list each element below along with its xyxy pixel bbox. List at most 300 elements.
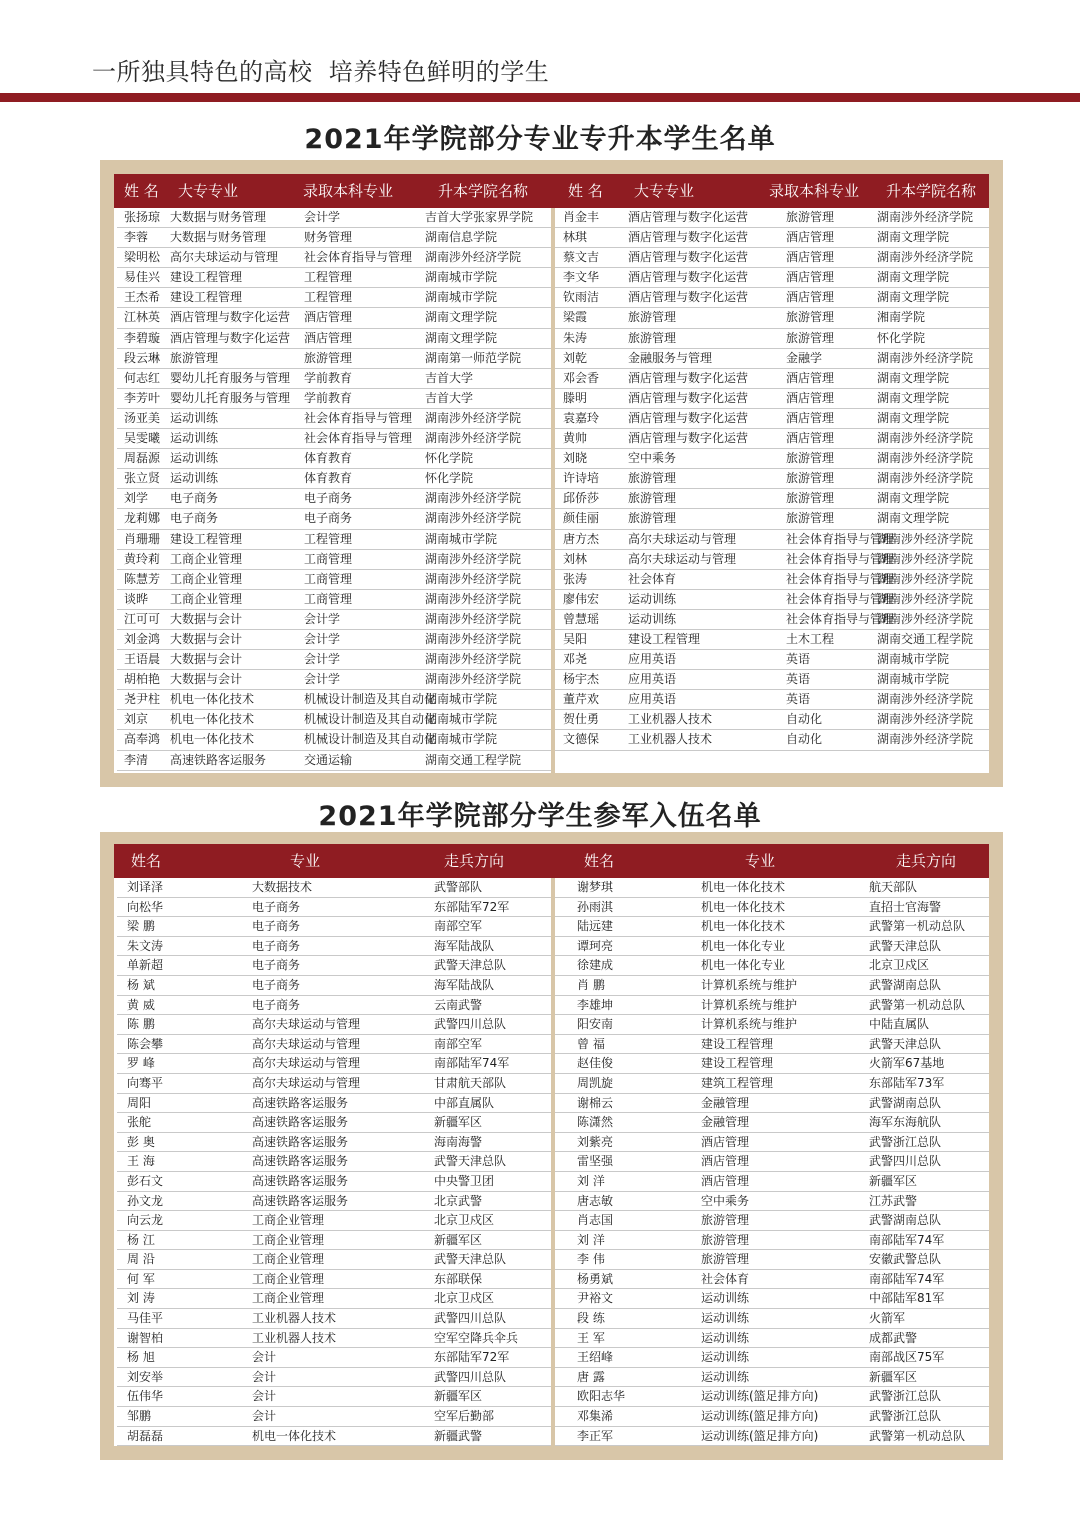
table-row bbox=[117, 489, 551, 509]
table-row bbox=[117, 530, 551, 550]
student-name: 刘金鸿 bbox=[124, 631, 161, 646]
university: 湖南文理学院 bbox=[877, 491, 950, 506]
major: 机电一体化技术 bbox=[701, 919, 786, 934]
table-row bbox=[555, 690, 989, 710]
student-name: 林琪 bbox=[563, 230, 588, 245]
table-row bbox=[555, 1211, 989, 1231]
university: 湖南涉外经济学院 bbox=[425, 611, 522, 626]
university: 吉首大学张家界学院 bbox=[425, 210, 534, 224]
university: 湖南涉外经济学院 bbox=[877, 732, 974, 747]
college-major: 旅游管理 bbox=[628, 330, 677, 345]
university: 湖南信息学院 bbox=[425, 230, 498, 245]
table-row bbox=[117, 409, 551, 429]
college-major: 酒店管理与数字化运营 bbox=[628, 210, 749, 224]
table-row bbox=[555, 550, 989, 570]
student-name: 邹鹏 bbox=[127, 1409, 152, 1424]
student-name: 李清 bbox=[124, 752, 149, 767]
major: 会计 bbox=[252, 1389, 277, 1404]
header-university: 升本学院名称 bbox=[438, 182, 529, 200]
admitted-major: 金融学 bbox=[786, 350, 823, 365]
destination: 海军陆战队 bbox=[434, 938, 495, 953]
major: 工商企业管理 bbox=[252, 1271, 325, 1286]
university: 怀化学院 bbox=[877, 330, 926, 345]
college-major: 运动训练 bbox=[170, 451, 219, 466]
college-major: 旅游管理 bbox=[628, 491, 677, 506]
major: 高尔夫球运动与管理 bbox=[252, 1036, 361, 1051]
university: 湖南第一师范学院 bbox=[425, 350, 522, 365]
table-row bbox=[555, 898, 989, 918]
university: 湖南城市学院 bbox=[425, 290, 498, 305]
college-major: 酒店管理与数字化运营 bbox=[628, 230, 749, 245]
university: 湖南涉外经济学院 bbox=[425, 250, 522, 265]
admitted-major: 交通运输 bbox=[304, 752, 353, 767]
table-row bbox=[117, 1054, 551, 1074]
college-major: 高尔夫球运动与管理 bbox=[170, 250, 279, 265]
upgrade-table-header bbox=[114, 174, 989, 208]
header-major: 专业 bbox=[290, 852, 321, 870]
university: 湖南涉外经济学院 bbox=[425, 591, 522, 606]
destination: 武警第一机动总队 bbox=[869, 1428, 966, 1443]
college-major: 大数据与会计 bbox=[170, 631, 243, 646]
college-major: 旅游管理 bbox=[170, 350, 219, 365]
university: 湖南文理学院 bbox=[425, 310, 498, 325]
college-major: 酒店管理与数字化运营 bbox=[628, 250, 749, 265]
destination: 北京武警 bbox=[434, 1193, 483, 1208]
table-row bbox=[555, 1348, 989, 1368]
university: 湖南城市学院 bbox=[877, 672, 950, 687]
university: 湖南涉外经济学院 bbox=[877, 451, 974, 466]
student-name: 彭石文 bbox=[127, 1173, 164, 1188]
table-row bbox=[117, 268, 551, 288]
major: 电子商务 bbox=[252, 938, 301, 953]
admitted-major: 会计学 bbox=[304, 672, 341, 687]
destination: 东部联保 bbox=[434, 1271, 483, 1286]
student-name: 伍伟华 bbox=[127, 1389, 164, 1404]
student-name: 罗 峰 bbox=[127, 1056, 155, 1071]
major: 运动训练(篮足排方向) bbox=[701, 1409, 819, 1424]
page-slogan: 一所独具特色的高校 培养特色鲜明的学生 bbox=[92, 58, 550, 86]
student-name: 王语晨 bbox=[124, 652, 161, 667]
university: 湖南涉外经济学院 bbox=[877, 551, 974, 566]
admitted-major: 酒店管理 bbox=[786, 390, 835, 405]
major: 运动训练 bbox=[701, 1311, 750, 1326]
header-destination: 走兵方向 bbox=[896, 852, 957, 870]
college-major: 大数据与会计 bbox=[170, 611, 243, 626]
upgrade-table bbox=[114, 174, 989, 773]
college-major: 电子商务 bbox=[170, 511, 219, 526]
table-row bbox=[555, 449, 989, 469]
admitted-major: 体育教育 bbox=[304, 471, 353, 486]
destination: 新疆军区 bbox=[869, 1369, 918, 1384]
table-row bbox=[555, 710, 989, 730]
college-major: 工商企业管理 bbox=[170, 591, 243, 606]
major: 旅游管理 bbox=[701, 1213, 750, 1228]
table-row bbox=[555, 917, 989, 937]
destination: 新疆军区 bbox=[434, 1232, 483, 1247]
university: 湖南涉外经济学院 bbox=[877, 250, 974, 265]
major: 工商企业管理 bbox=[252, 1252, 325, 1267]
college-major: 大数据与会计 bbox=[170, 672, 243, 687]
table-row bbox=[117, 1407, 551, 1427]
student-name: 王绍峰 bbox=[577, 1350, 614, 1365]
major: 机电一体化专业 bbox=[701, 958, 786, 973]
header-bar bbox=[0, 93, 1080, 102]
destination: 空军空降兵伞兵 bbox=[434, 1330, 519, 1345]
table-row bbox=[117, 710, 551, 730]
college-major: 旅游管理 bbox=[628, 511, 677, 526]
header-major: 专业 bbox=[745, 852, 776, 870]
table-row bbox=[117, 751, 551, 771]
student-name: 易佳兴 bbox=[124, 270, 161, 285]
major: 会计 bbox=[252, 1409, 277, 1424]
army-title: 2021年学院部分学生参军入伍名单 bbox=[318, 801, 762, 832]
university: 湖南涉外经济学院 bbox=[425, 431, 522, 446]
table-row bbox=[555, 630, 989, 650]
student-name: 刘 洋 bbox=[577, 1173, 605, 1188]
major: 机电一体化技术 bbox=[701, 899, 786, 914]
header-college-major: 大专专业 bbox=[178, 182, 239, 200]
admitted-major: 机械设计制造及其自动化 bbox=[304, 732, 437, 747]
major: 高尔夫球运动与管理 bbox=[252, 1075, 361, 1090]
admitted-major: 旅游管理 bbox=[786, 491, 835, 506]
college-major: 大数据与财务管理 bbox=[170, 230, 267, 245]
admitted-major: 酒店管理 bbox=[786, 230, 835, 245]
destination: 武警四川总队 bbox=[434, 1311, 507, 1326]
major: 工业机器人技术 bbox=[252, 1330, 337, 1345]
major: 机电一体化技术 bbox=[701, 880, 786, 894]
table-row bbox=[117, 630, 551, 650]
major: 工商企业管理 bbox=[252, 1291, 325, 1306]
college-major: 酒店管理与数字化运营 bbox=[628, 370, 749, 385]
student-name: 刘乾 bbox=[563, 350, 588, 365]
university: 湖南涉外经济学院 bbox=[877, 692, 974, 707]
college-major: 高速铁路客运服务 bbox=[170, 752, 267, 767]
student-name: 孙文龙 bbox=[127, 1193, 164, 1208]
table-row bbox=[555, 610, 989, 630]
table-row bbox=[117, 449, 551, 469]
major: 会计 bbox=[252, 1369, 277, 1384]
student-name: 杨 斌 bbox=[127, 977, 155, 992]
student-name: 谢梦琪 bbox=[577, 880, 614, 894]
student-name: 周磊源 bbox=[124, 451, 161, 466]
student-name: 何志红 bbox=[124, 370, 161, 385]
admitted-major: 工程管理 bbox=[304, 270, 353, 285]
destination: 武警湖南总队 bbox=[869, 1213, 942, 1228]
destination: 南部陆军74军 bbox=[869, 1271, 945, 1286]
table-row bbox=[117, 976, 551, 996]
table-row bbox=[117, 1074, 551, 1094]
upgrade-title: 2021年学院部分专业专升本学生名单 bbox=[304, 124, 776, 155]
university: 吉首大学 bbox=[425, 370, 474, 385]
admitted-major: 英语 bbox=[786, 652, 811, 667]
student-name: 汤亚美 bbox=[124, 410, 161, 425]
major: 运动训练(篮足排方向) bbox=[701, 1428, 819, 1443]
table-row bbox=[555, 1231, 989, 1251]
student-name: 唐志敏 bbox=[577, 1193, 614, 1208]
college-major: 应用英语 bbox=[628, 692, 677, 707]
student-name: 陆远建 bbox=[577, 919, 614, 934]
admitted-major: 酒店管理 bbox=[304, 330, 353, 345]
admitted-major: 社会体育指导与管理 bbox=[786, 591, 895, 606]
student-name: 邓尧 bbox=[563, 652, 588, 667]
student-name: 陈会攀 bbox=[127, 1036, 164, 1051]
destination: 东部陆军72军 bbox=[434, 899, 510, 914]
table-row bbox=[117, 610, 551, 630]
table-row bbox=[117, 1211, 551, 1231]
university: 湖南涉外经济学院 bbox=[425, 511, 522, 526]
college-major: 建设工程管理 bbox=[170, 531, 243, 546]
major: 工业机器人技术 bbox=[252, 1311, 337, 1326]
admitted-major: 酒店管理 bbox=[304, 310, 353, 325]
table-row bbox=[555, 956, 989, 976]
table-row bbox=[555, 429, 989, 449]
major: 计算机系统与维护 bbox=[701, 977, 798, 992]
table-row bbox=[555, 1192, 989, 1212]
table-row bbox=[555, 1368, 989, 1388]
table-row bbox=[117, 1015, 551, 1035]
university: 湖南涉外经济学院 bbox=[425, 491, 522, 506]
student-name: 江可可 bbox=[124, 611, 161, 626]
student-name: 周 沿 bbox=[127, 1252, 155, 1267]
major: 酒店管理 bbox=[701, 1173, 750, 1188]
table-row bbox=[555, 308, 989, 328]
university: 湖南涉外经济学院 bbox=[877, 611, 974, 626]
major: 酒店管理 bbox=[701, 1154, 750, 1169]
table-row bbox=[555, 288, 989, 308]
college-major: 应用英语 bbox=[628, 652, 677, 667]
admitted-major: 酒店管理 bbox=[786, 431, 835, 446]
table-row bbox=[555, 1407, 989, 1427]
student-name: 李正军 bbox=[577, 1428, 614, 1443]
student-name: 王 军 bbox=[577, 1330, 605, 1345]
student-name: 钦雨洁 bbox=[563, 290, 600, 305]
student-name: 张扬琼 bbox=[124, 210, 161, 224]
student-name: 梁 鹏 bbox=[127, 919, 155, 934]
major: 建筑工程管理 bbox=[701, 1075, 774, 1090]
student-name: 高奉鸿 bbox=[124, 732, 161, 747]
destination: 武警浙江总队 bbox=[869, 1409, 942, 1424]
student-name: 梁明松 bbox=[124, 250, 161, 265]
university: 湖南涉外经济学院 bbox=[877, 531, 974, 546]
major: 高尔夫球运动与管理 bbox=[252, 1056, 361, 1071]
destination: 武警浙江总队 bbox=[869, 1389, 942, 1404]
admitted-major: 旅游管理 bbox=[786, 451, 835, 466]
table-row bbox=[555, 268, 989, 288]
header-college-major: 大专专业 bbox=[634, 182, 695, 200]
student-name: 陈潇然 bbox=[577, 1115, 614, 1130]
table-row bbox=[555, 248, 989, 268]
student-name: 黄玲莉 bbox=[124, 551, 161, 566]
university: 湖南城市学院 bbox=[877, 652, 950, 667]
admitted-major: 工商管理 bbox=[304, 551, 353, 566]
university: 怀化学院 bbox=[425, 471, 474, 486]
destination: 云南武警 bbox=[434, 997, 483, 1012]
university: 湖南交通工程学院 bbox=[425, 752, 522, 767]
destination: 新疆军区 bbox=[434, 1389, 483, 1404]
major: 金融管理 bbox=[701, 1095, 750, 1110]
admitted-major: 电子商务 bbox=[304, 511, 353, 526]
table-row bbox=[117, 878, 551, 898]
table-row bbox=[117, 389, 551, 409]
table-row bbox=[117, 369, 551, 389]
student-name: 刘学 bbox=[124, 491, 149, 506]
table-row bbox=[117, 1113, 551, 1133]
major: 建设工程管理 bbox=[701, 1056, 774, 1071]
admitted-major: 社会体育指导与管理 bbox=[304, 250, 413, 265]
college-major: 工商企业管理 bbox=[170, 551, 243, 566]
major: 酒店管理 bbox=[701, 1134, 750, 1149]
student-name: 杨 旭 bbox=[127, 1350, 155, 1365]
college-major: 应用英语 bbox=[628, 672, 677, 687]
admitted-major: 社会体育指导与管理 bbox=[786, 551, 895, 566]
table-row bbox=[555, 509, 989, 529]
table-row bbox=[555, 1289, 989, 1309]
admitted-major: 旅游管理 bbox=[786, 471, 835, 486]
admitted-major: 学前教育 bbox=[304, 370, 353, 385]
table-row bbox=[555, 1250, 989, 1270]
admitted-major: 酒店管理 bbox=[786, 370, 835, 385]
table-row bbox=[117, 228, 551, 248]
table-row bbox=[555, 937, 989, 957]
major: 高尔夫球运动与管理 bbox=[252, 1017, 361, 1032]
university: 湖南涉外经济学院 bbox=[425, 672, 522, 687]
table-row bbox=[555, 329, 989, 349]
college-major: 建设工程管理 bbox=[628, 631, 701, 646]
college-major: 运动训练 bbox=[628, 591, 677, 606]
student-name: 江林英 bbox=[124, 310, 161, 325]
student-name: 李碧璇 bbox=[124, 330, 161, 345]
college-major: 大数据与财务管理 bbox=[170, 210, 267, 224]
admitted-major: 体育教育 bbox=[304, 451, 353, 466]
university: 湖南涉外经济学院 bbox=[877, 350, 974, 365]
student-name: 朱文涛 bbox=[127, 938, 164, 953]
student-name: 尧尹柱 bbox=[124, 692, 161, 707]
major: 运动训练(篮足排方向) bbox=[701, 1389, 819, 1404]
student-name: 唐 露 bbox=[577, 1369, 605, 1384]
destination: 南部空军 bbox=[434, 919, 483, 934]
major: 电子商务 bbox=[252, 997, 301, 1012]
upgrade-list-left bbox=[117, 208, 551, 771]
destination: 海南海警 bbox=[434, 1134, 483, 1149]
table-row bbox=[117, 1348, 551, 1368]
table-row bbox=[117, 956, 551, 976]
destination: 东部陆军72军 bbox=[434, 1350, 510, 1365]
destination: 武警湖南总队 bbox=[869, 1095, 942, 1110]
table-row bbox=[555, 489, 989, 509]
college-major: 酒店管理与数字化运营 bbox=[628, 410, 749, 425]
table-row bbox=[555, 1054, 989, 1074]
destination: 中部直属队 bbox=[434, 1095, 495, 1110]
college-major: 酒店管理与数字化运营 bbox=[170, 330, 291, 345]
table-row bbox=[555, 1172, 989, 1192]
major: 金融管理 bbox=[701, 1115, 750, 1130]
student-name: 蔡文吉 bbox=[563, 250, 600, 265]
destination: 武警第一机动总队 bbox=[869, 997, 966, 1012]
army-panel bbox=[100, 832, 1003, 1460]
major: 旅游管理 bbox=[701, 1252, 750, 1267]
major: 空中乘务 bbox=[701, 1193, 750, 1208]
college-major: 婴幼儿托育服务与管理 bbox=[170, 390, 291, 405]
major: 电子商务 bbox=[252, 977, 301, 992]
admitted-major: 机械设计制造及其自动化 bbox=[304, 692, 437, 707]
table-row bbox=[555, 1427, 989, 1447]
table-row bbox=[555, 1015, 989, 1035]
college-major: 金融服务与管理 bbox=[628, 350, 713, 365]
admitted-major: 酒店管理 bbox=[786, 250, 835, 265]
admitted-major: 英语 bbox=[786, 672, 811, 687]
college-major: 机电一体化技术 bbox=[170, 712, 255, 727]
table-row bbox=[117, 1250, 551, 1270]
table-row bbox=[117, 509, 551, 529]
college-major: 高尔夫球运动与管理 bbox=[628, 551, 737, 566]
army-list-right bbox=[555, 878, 989, 1446]
major: 高速铁路客运服务 bbox=[252, 1095, 349, 1110]
student-name: 胡柏艳 bbox=[124, 672, 161, 687]
university: 湖南涉外经济学院 bbox=[425, 652, 522, 667]
college-major: 机电一体化技术 bbox=[170, 692, 255, 707]
destination: 南部战区75军 bbox=[869, 1350, 945, 1365]
admitted-major: 社会体育指导与管理 bbox=[304, 431, 413, 446]
destination: 火箭军67基地 bbox=[869, 1056, 945, 1071]
student-name: 段云琳 bbox=[124, 350, 161, 365]
table-row bbox=[117, 1094, 551, 1114]
major: 大数据技术 bbox=[252, 880, 313, 894]
student-name: 王 海 bbox=[127, 1154, 155, 1169]
student-name: 赵佳俊 bbox=[577, 1056, 614, 1071]
destination: 北京卫戍区 bbox=[434, 1213, 495, 1228]
student-name: 吴雯曦 bbox=[124, 431, 161, 446]
table-row bbox=[117, 1172, 551, 1192]
table-row bbox=[555, 409, 989, 429]
university: 湖南城市学院 bbox=[425, 270, 498, 285]
college-major: 电子商务 bbox=[170, 491, 219, 506]
college-major: 工业机器人技术 bbox=[628, 712, 713, 727]
table-row bbox=[555, 349, 989, 369]
major: 运动训练 bbox=[701, 1350, 750, 1365]
student-name: 刘晓 bbox=[563, 451, 588, 466]
destination: 武警四川总队 bbox=[434, 1017, 507, 1032]
admitted-major: 酒店管理 bbox=[786, 290, 835, 305]
destination: 甘肃航天部队 bbox=[434, 1075, 507, 1090]
table-row bbox=[117, 1329, 551, 1349]
college-major: 运动训练 bbox=[170, 471, 219, 486]
table-row bbox=[117, 288, 551, 308]
student-name: 单新超 bbox=[127, 958, 164, 973]
major: 电子商务 bbox=[252, 899, 301, 914]
admitted-major: 财务管理 bbox=[304, 230, 353, 245]
student-name: 贺仕勇 bbox=[563, 712, 600, 727]
major: 运动训练 bbox=[701, 1369, 750, 1384]
destination: 南部陆军74军 bbox=[434, 1056, 510, 1071]
major: 计算机系统与维护 bbox=[701, 997, 798, 1012]
destination: 武警天津总队 bbox=[434, 1252, 507, 1267]
destination: 武警湖南总队 bbox=[869, 977, 942, 992]
major: 工商企业管理 bbox=[252, 1213, 325, 1228]
admitted-major: 会计学 bbox=[304, 611, 341, 626]
student-name: 朱涛 bbox=[563, 330, 588, 345]
university: 湖南文理学院 bbox=[877, 290, 950, 305]
major: 会计 bbox=[252, 1350, 277, 1365]
header-destination: 走兵方向 bbox=[444, 852, 505, 870]
table-row bbox=[555, 228, 989, 248]
major: 高速铁路客运服务 bbox=[252, 1193, 349, 1208]
student-name: 周阳 bbox=[127, 1095, 152, 1110]
major: 旅游管理 bbox=[701, 1232, 750, 1247]
destination: 成都武警 bbox=[869, 1330, 918, 1345]
table-row bbox=[117, 898, 551, 918]
college-major: 酒店管理与数字化运营 bbox=[628, 431, 749, 446]
destination: 中部陆军81军 bbox=[869, 1291, 945, 1306]
